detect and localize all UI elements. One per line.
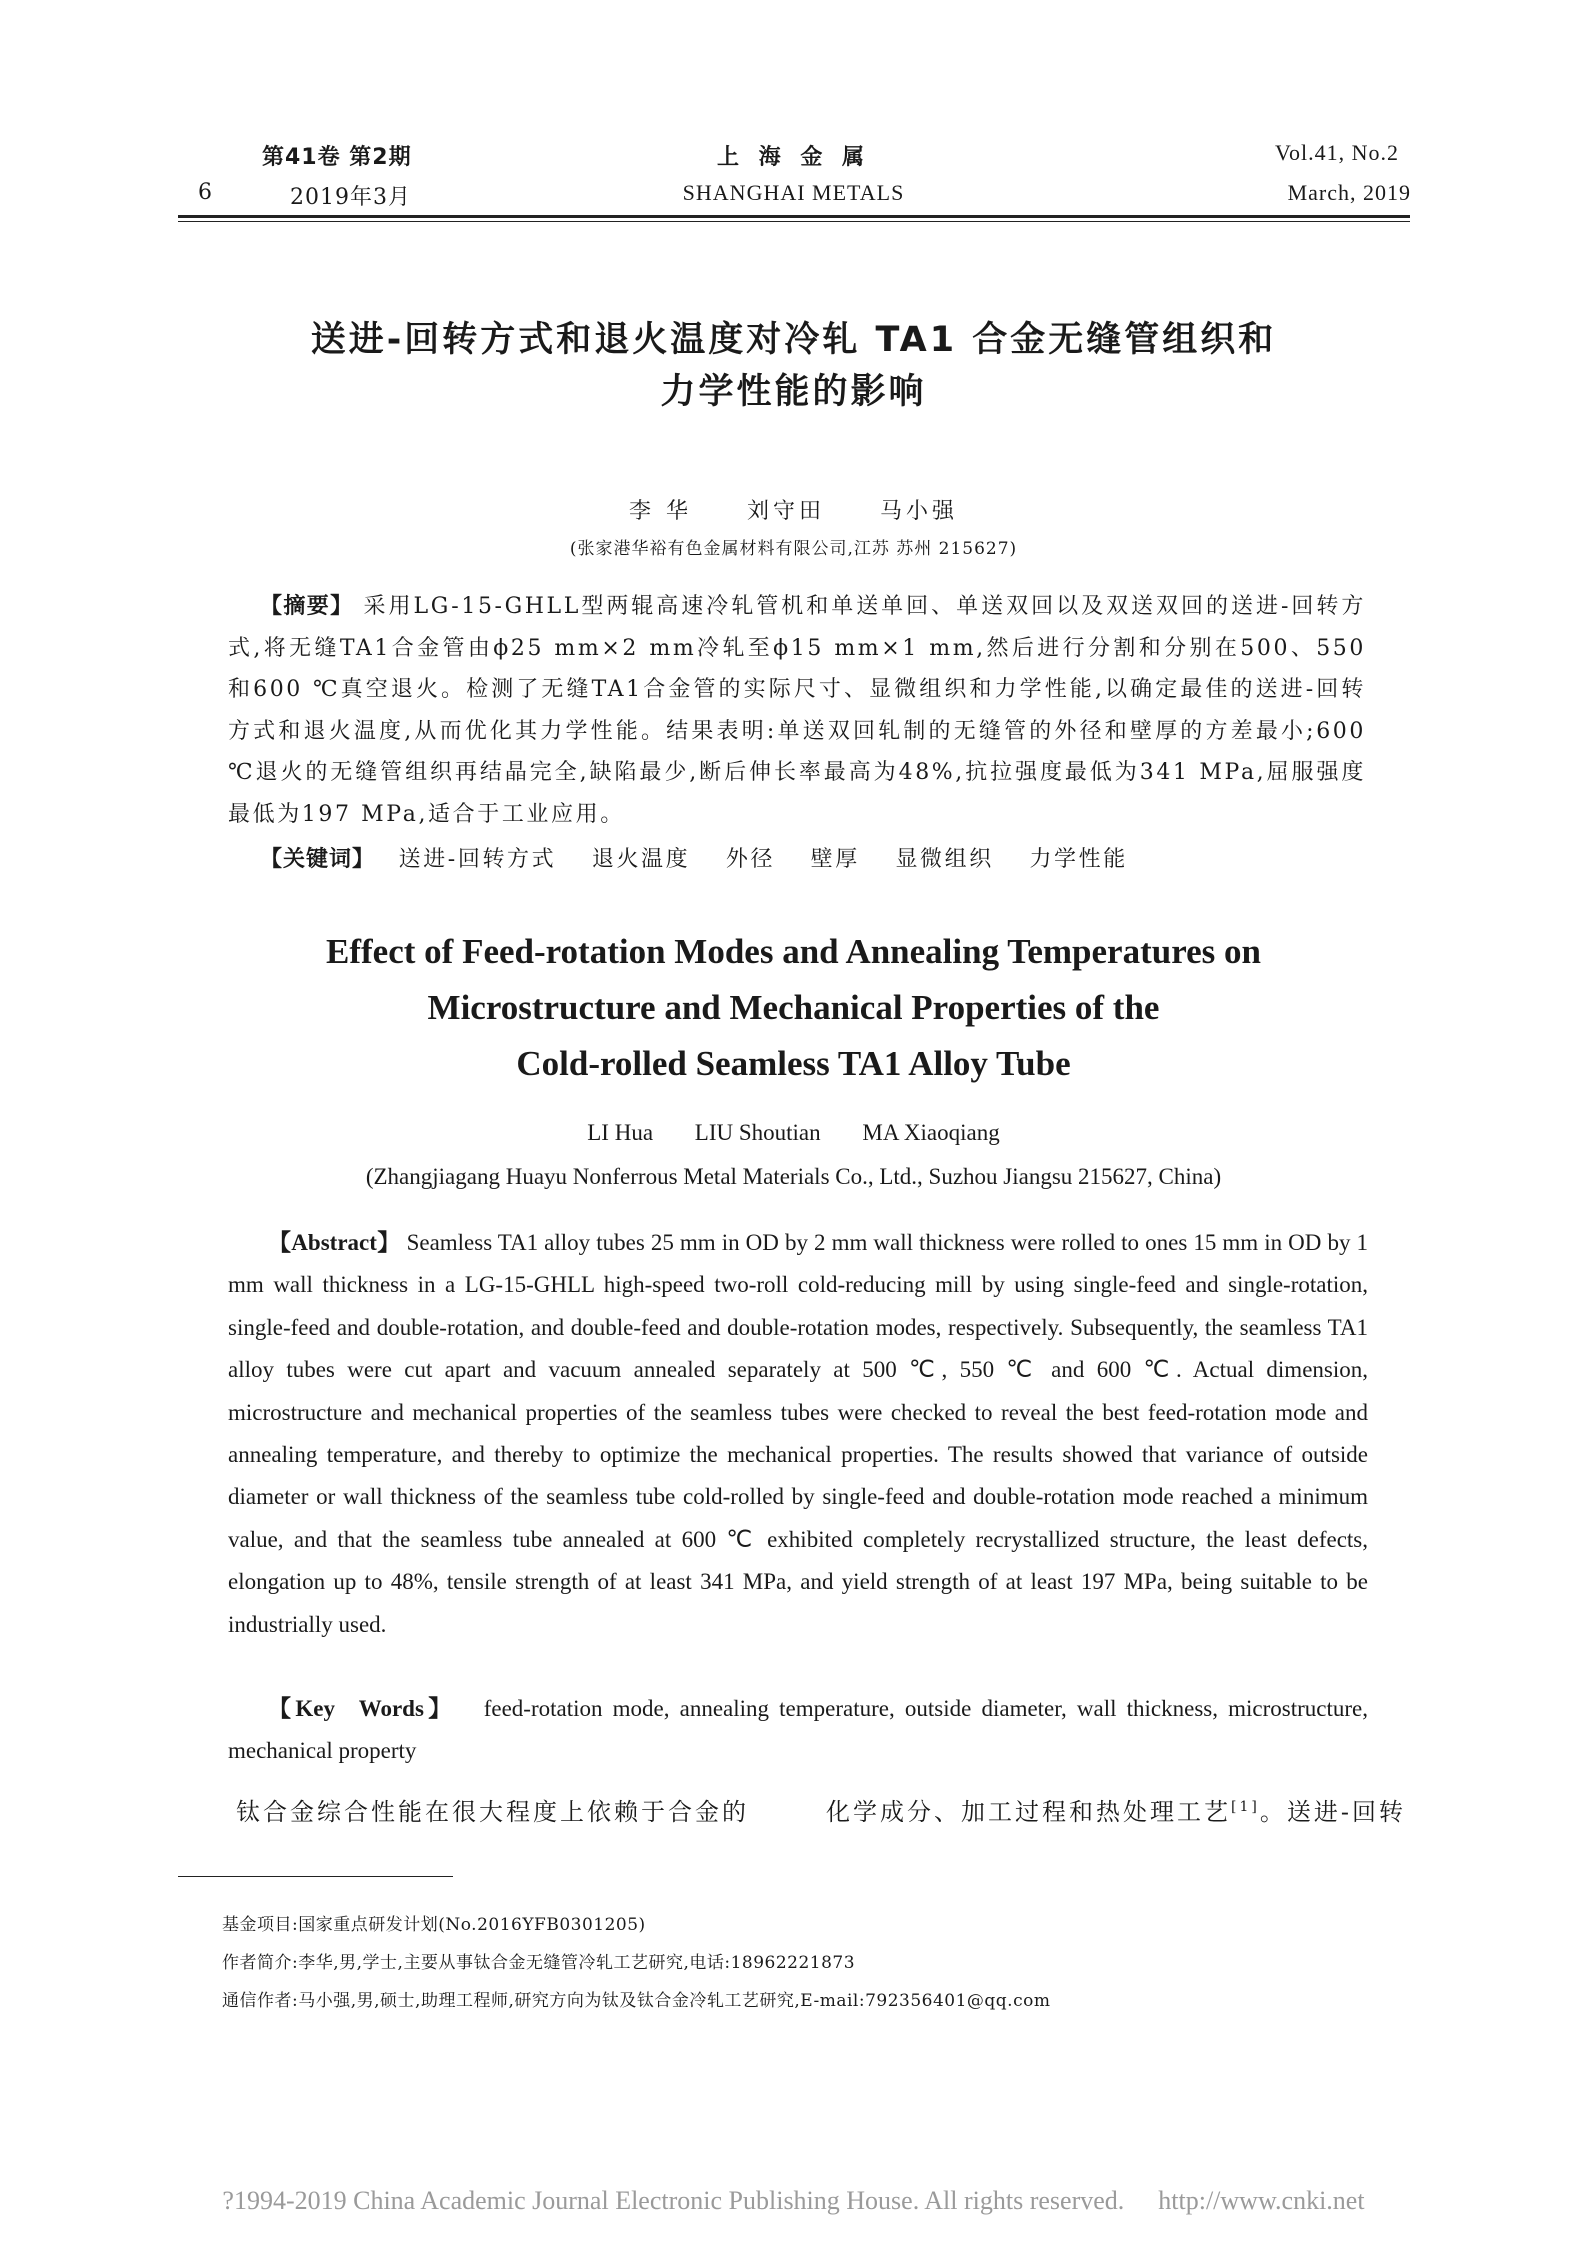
authors-en — [0, 1120, 1587, 1146]
body-text-col2-end: 。送进-回转 — [1259, 1798, 1406, 1826]
abstract-cn-text: 采用LG-15-GHLL型两辊高速冷轧管机和单送单回、单送双回以及双送双回的送进-回转方式,将无缝TA1合金管由ϕ25 mm×2 mm冷轧至ϕ15 mm×1 mm,然后进行分割和分别在500、550和600 ℃真空退火。检测了无缝TA1合金管的实际尺寸、显微组织和力学性能,以确定最佳的送进-回转方式和退火温度,从而优化其力学性能。结果表明:单送双回轧制的无缝管的外径和壁厚的方差最小;600 ℃退火的无缝管组织再结晶完全,缺陷最少,断后伸长率最高为48%,抗拉强度最低为341 MPa,屈服强度最低为197 MPa,适合于工业应用。 — [228, 594, 1366, 827]
title-cn-line1: 送进-回转方式和退火温度对冷轧 TA1 合金无缝管组织和 — [310, 320, 1277, 360]
author-en: LI Hua — [587, 1120, 654, 1145]
keyword-cn: 送进-回转方式 — [398, 847, 557, 872]
journal-name-en: SHANGHAI METALS — [682, 180, 905, 205]
keyword-cn: 外径 — [725, 847, 776, 872]
title-cn-line2: 力学性能的影响 — [660, 372, 927, 412]
footnote-rule — [178, 1876, 453, 1877]
title-en-line3: Cold-rolled Seamless TA1 Alloy Tube — [516, 1044, 1071, 1083]
journal-name-cn: 上 海 金 属 — [717, 145, 870, 170]
title-en-line1: Effect of Feed-rotation Modes and Annealing Temperatures on — [326, 932, 1261, 971]
body-text-col2 — [826, 1792, 1406, 1827]
copyright-notice — [0, 2186, 1587, 2216]
abstract-en — [228, 1222, 1368, 1646]
keyword-cn: 显微组织 — [895, 847, 994, 872]
author-cn: 刘守田 — [746, 499, 825, 524]
header-rule-thick — [178, 215, 1410, 218]
affiliation-cn: (张家港华裕有色金属材料有限公司,江苏 苏州 215627) — [569, 539, 1018, 559]
keywords-en-text: feed-rotation mode, annealing temperature, outside diameter, wall thickness, microstructure, mechanical property — [228, 1696, 1368, 1764]
abstract-cn — [228, 586, 1366, 836]
keyword-cn: 壁厚 — [810, 847, 860, 872]
keywords-cn-label: 【关键词】 — [260, 847, 376, 872]
abstract-en-text: Seamless TA1 alloy tubes 25 mm in OD by 2 mm wall thickness were rolled to ones 15 mm in OD by 1 mm wall thickness in a LG-15-GHLL high-speed two-roll cold-reducing mill by using single-feed and single-rotation, single-feed and double-rotation, and double-feed and double-rotation modes, respectively. Subsequently, the seamless TA1 alloy tubes were cut apart and vacuum annealed separately at 500 ℃, 550 ℃ and 600 ℃. Actual dimension, microstructure and mechanical properties of the seamless tubes were checked to reveal the best feed-rotation mode and annealing temperature, and thereby to optimize the mechanical properties. The results showed that variance of outside diameter or wall thickness of the seamless tube cold-rolled by single-feed and double-rotation mode reached a minimum value, and that the seamless tube annealed at 600 ℃ exhibited completely recrystallized structure, the least defects, elongation up to 48%, tensile strength of at least 341 MPa, and yield strength of at least 197 MPa, being suitable to be industrially used. — [228, 1230, 1368, 1637]
keywords-cn — [260, 842, 1370, 873]
authors-cn — [0, 494, 1587, 525]
copyright-url: http://www.cnki.net — [1158, 2186, 1365, 2215]
header-rule-thin — [178, 221, 1410, 222]
copyright-text: ?1994-2019 China Academic Journal Electronic Publishing House. All rights reserved. — [222, 2186, 1125, 2215]
keywords-en-label: 【Key Words】 — [268, 1696, 456, 1721]
author-cn: 马小强 — [879, 499, 958, 524]
keywords-en — [228, 1688, 1368, 1773]
header-date-cn: 2019年3月 — [290, 185, 411, 210]
footnote-funding: 基金项目:国家重点研发计划(No.2016YFB0301205) — [222, 1915, 646, 1935]
body-text-col1: 钛合金综合性能在很大程度上依赖于合金的 — [236, 1798, 749, 1826]
header-volume-en: Vol.41, No.2 — [1274, 140, 1399, 165]
title-en-line2: Microstructure and Mechanical Properties of the — [427, 988, 1160, 1027]
header-date-en: March, 2019 — [1287, 180, 1411, 205]
footnote-author: 作者简介:李华,男,学士,主要从事钛合金无缝管冷轧工艺研究,电话:18962221873 — [222, 1953, 856, 1973]
keyword-cn: 退火温度 — [591, 847, 691, 872]
page-number: 6 — [198, 180, 213, 205]
header-volume-cn: 第41卷 第2期 — [262, 145, 412, 170]
abstract-cn-label: 【摘要】 — [260, 594, 354, 619]
abstract-en-label: 【Abstract】 — [268, 1230, 401, 1255]
author-cn: 李 华 — [629, 499, 693, 524]
reference-marker: [1] — [1231, 1799, 1260, 1815]
keyword-cn: 力学性能 — [1029, 847, 1128, 872]
body-text-col2-start: 化学成分、加工过程和热处理工艺 — [826, 1798, 1231, 1826]
affiliation-en: (Zhangjiagang Huayu Nonferrous Metal Materials Co., Ltd., Suzhou Jiangsu 215627, China) — [365, 1164, 1222, 1189]
footnote-correspondence: 通信作者:马小强,男,硕士,助理工程师,研究方向为钛及钛合金冷轧工艺研究,E-mail:792356401@qq.com — [222, 1991, 1051, 2011]
author-en: LIU Shoutian — [694, 1120, 821, 1145]
author-en: MA Xiaoqiang — [862, 1120, 1000, 1145]
